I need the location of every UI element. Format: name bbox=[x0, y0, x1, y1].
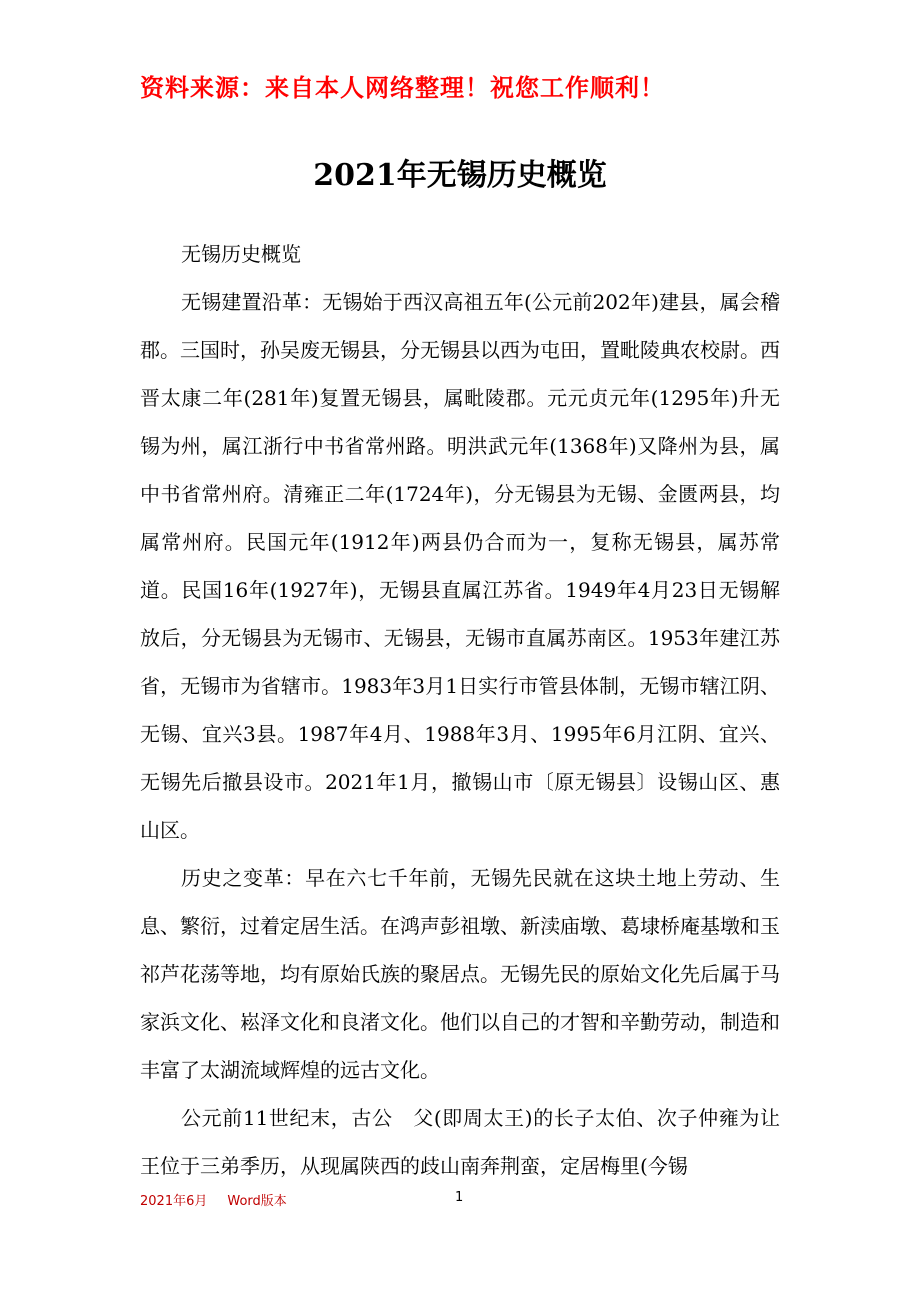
paragraph-taibo: 公元前11世纪末，古公 父(即周太王)的长子太伯、次子仲雍为让王位于三弟季历，从现属陕西的歧山南奔荆蛮，定居梅里(今锡 bbox=[140, 1106, 780, 1178]
document-title: 2021年无锡历史概览 bbox=[313, 158, 607, 193]
footer-version: Word版本 bbox=[227, 1194, 287, 1209]
paragraph-administrative-history: 无锡建置沿革：无锡始于西汉高祖五年(公元前202年)建县，属会稽郡。三国时，孙吴废无锡县，分无锡县以西为屯田，置毗陵典农校尉。西晋太康二年(281年)复置无锡县，属毗陵郡。元元贞元年(1295年)升无锡为州，属江浙行中书省常州路。明洪武元年(1368年)又降州为县，属中书省常州府。清雍正二年(1724年)，分无锡县为无锡、金匮两县，均属常州府。民国元年(1912年)两县仍合而为一，复称无锡县，属苏常道。民国16年(1927年)，无锡县直属江苏省。1949年4月23日无锡解放后，分无锡县为无锡市、无锡县，无锡市直属苏南区。1953年建江苏省，无锡市为省辖市。1983年3月1日实行市管县体制，无锡市辖江阴、无锡、宜兴3县。1987年4月、1988年3月、1995年6月江阴、宜兴、无锡先后撤县设市。2021年1月，撤锡山市〔原无锡县〕设锡山区、惠山区。 bbox=[140, 290, 780, 842]
page-number: 1 bbox=[455, 1190, 464, 1205]
paragraph-historical-changes: 历史之变革：早在六七千年前，无锡先民就在这块土地上劳动、生息、繁衍，过着定居生活。在鸿声彭祖墩、新渎庙墩、葛埭桥庵基墩和玉祁芦花荡等地，均有原始氏族的聚居点。无锡先民的原始文化先后属于马家浜文化、崧泽文化和良渚文化。他们以自己的才智和辛勤劳动，制造和丰富了太湖流域辉煌的远古文化。 bbox=[140, 866, 780, 1082]
document-body bbox=[140, 230, 780, 1190]
footer-date: 2021年6月 bbox=[140, 1194, 208, 1209]
footer-info bbox=[140, 1190, 287, 1209]
source-note: 资料来源：来自本人网络整理！祝您工作顺利！ bbox=[140, 73, 665, 102]
page-footer bbox=[140, 1190, 780, 1210]
paragraph-subtitle: 无锡历史概览 bbox=[181, 242, 301, 266]
